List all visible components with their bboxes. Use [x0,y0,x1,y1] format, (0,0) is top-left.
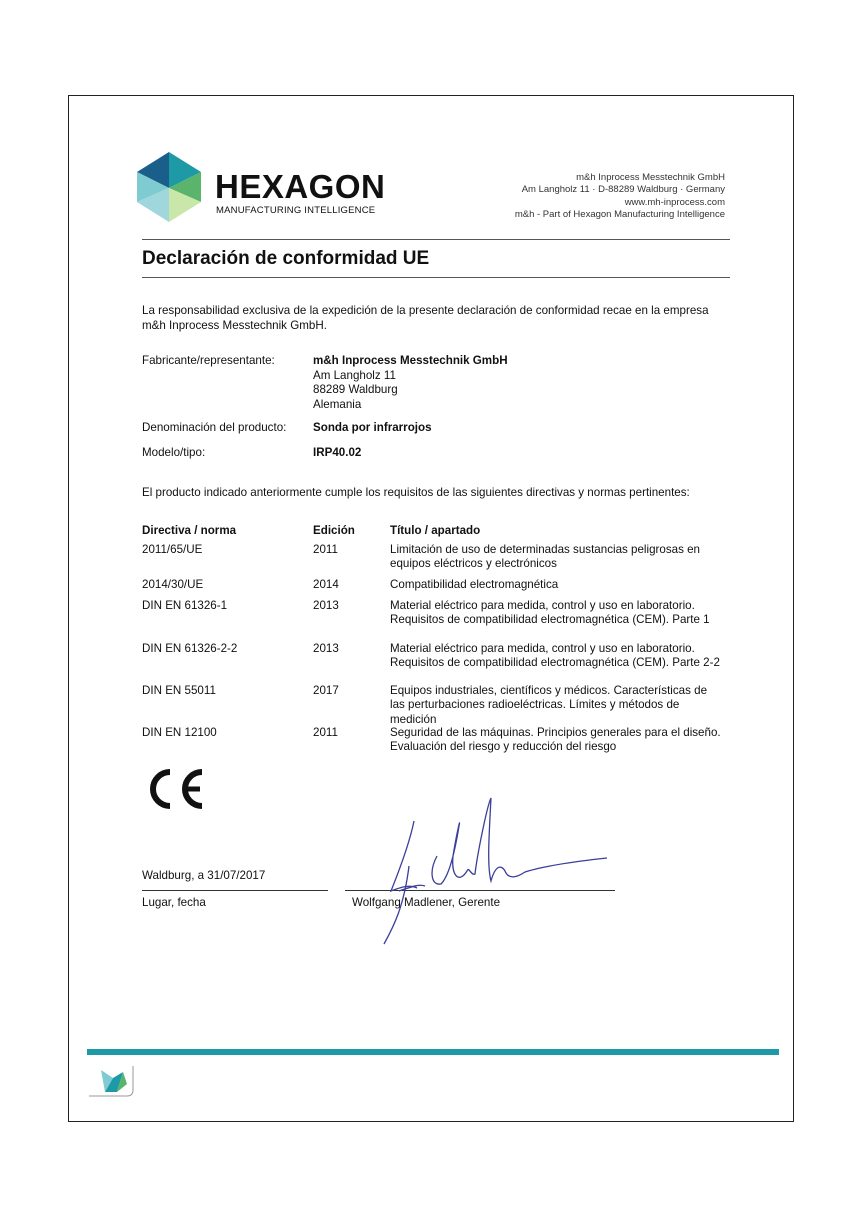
intro-paragraph: La responsabilidad exclusiva de la expedición de la presente declaración de conformidad recae en la empresa m&h Inprocess Messtechnik GmbH. [142,304,709,332]
product-value: Sonda por infrarrojos [313,421,432,434]
manufacturer-street: Am Langholz 11 [313,368,396,382]
hexagon-logo-mark [137,152,201,222]
table-cell-title: Material eléctrico para medida, control y uso en laboratorio. Requisitos de compatibilidad electromagnética (CEM). Parte 1 [390,599,710,627]
table-cell-norm: DIN EN 61326-1 [142,599,228,612]
brand-name: HEXAGON [215,168,386,205]
company-name-line: m&h Inprocess Messtechnik GmbH [576,172,725,183]
manufacturer-label: Fabricante/representante: [142,354,275,367]
manufacturer-details [313,354,508,412]
company-group-line: m&h - Part of Hexagon Manufacturing Intelligence [514,208,725,220]
table-cell-edition: 2013 [313,599,339,612]
document-page [68,95,794,1122]
title-top-divider [142,239,730,240]
manufacturer-city: 88289 Waldburg [313,383,398,396]
ce-mark-icon [142,766,206,812]
compliance-statement: El producto indicado anteriormente cumple los requisitos de las siguientes directivas y normas pertinentes: [142,486,690,499]
footer-teal-bar [87,1049,779,1055]
model-value: IRP40.02 [313,446,362,459]
table-header-norm: Directiva / norma [142,524,237,537]
company-address-line: Am Langholz 11 · D-88289 Waldburg · Germany [521,184,725,196]
place-signature-line [142,890,328,891]
table-cell-norm: 2011/65/UE [142,543,203,556]
table-header-title: Título / apartado [390,524,481,537]
handwritten-signature [369,796,609,946]
table-cell-title: Material eléctrico para medida, control y uso en laboratorio. Requisitos de compatibilidad electromagnética (CEM). Parte 2-2 [390,642,720,670]
model-label: Modelo/tipo: [142,446,206,459]
table-cell-edition: 2011 [313,543,338,556]
footer-logo-mark [87,1064,137,1098]
table-header-edition: Edición [313,524,355,537]
manufacturer-country: Alemania [313,397,362,411]
place-caption: Lugar, fecha [142,896,206,909]
manufacturer-name: m&h Inprocess Messtechnik GmbH [313,354,508,367]
product-label: Denominación del producto: [142,421,287,434]
signer-caption: Wolfgang Madlener, Gerente [352,896,501,909]
table-cell-norm: 2014/30/UE [142,578,204,591]
table-cell-title: Limitación de uso de determinadas sustancias peligrosas en equipos eléctricos y electrónicos [390,543,700,571]
document-title: Declaración de conformidad UE [142,248,430,269]
table-cell-edition: 2017 [313,684,339,697]
place-date: Waldburg, a 31/07/2017 [142,869,266,882]
table-cell-title: Compatibilidad electromagnética [390,578,559,591]
company-website-line: www.mh-inprocess.com [624,196,725,208]
table-cell-norm: DIN EN 12100 [142,726,217,739]
table-cell-norm: DIN EN 55011 [142,684,216,697]
table-cell-edition: 2011 [313,726,338,739]
brand-tagline: MANUFACTURING INTELLIGENCE [216,205,376,216]
table-cell-norm: DIN EN 61326-2-2 [142,642,238,655]
company-address-block [515,172,725,221]
table-cell-edition: 2013 [313,642,339,655]
table-cell-title: Equipos industriales, científicos y médicos. Características de las perturbaciones radioeléctricas. Límites y métodos de medición [390,684,708,726]
table-cell-edition: 2014 [313,578,339,591]
title-bottom-divider [142,277,730,278]
table-cell-title: Seguridad de las máquinas. Principios generales para el diseño. Evaluación del riesgo y reducción del riesgo [390,726,721,754]
